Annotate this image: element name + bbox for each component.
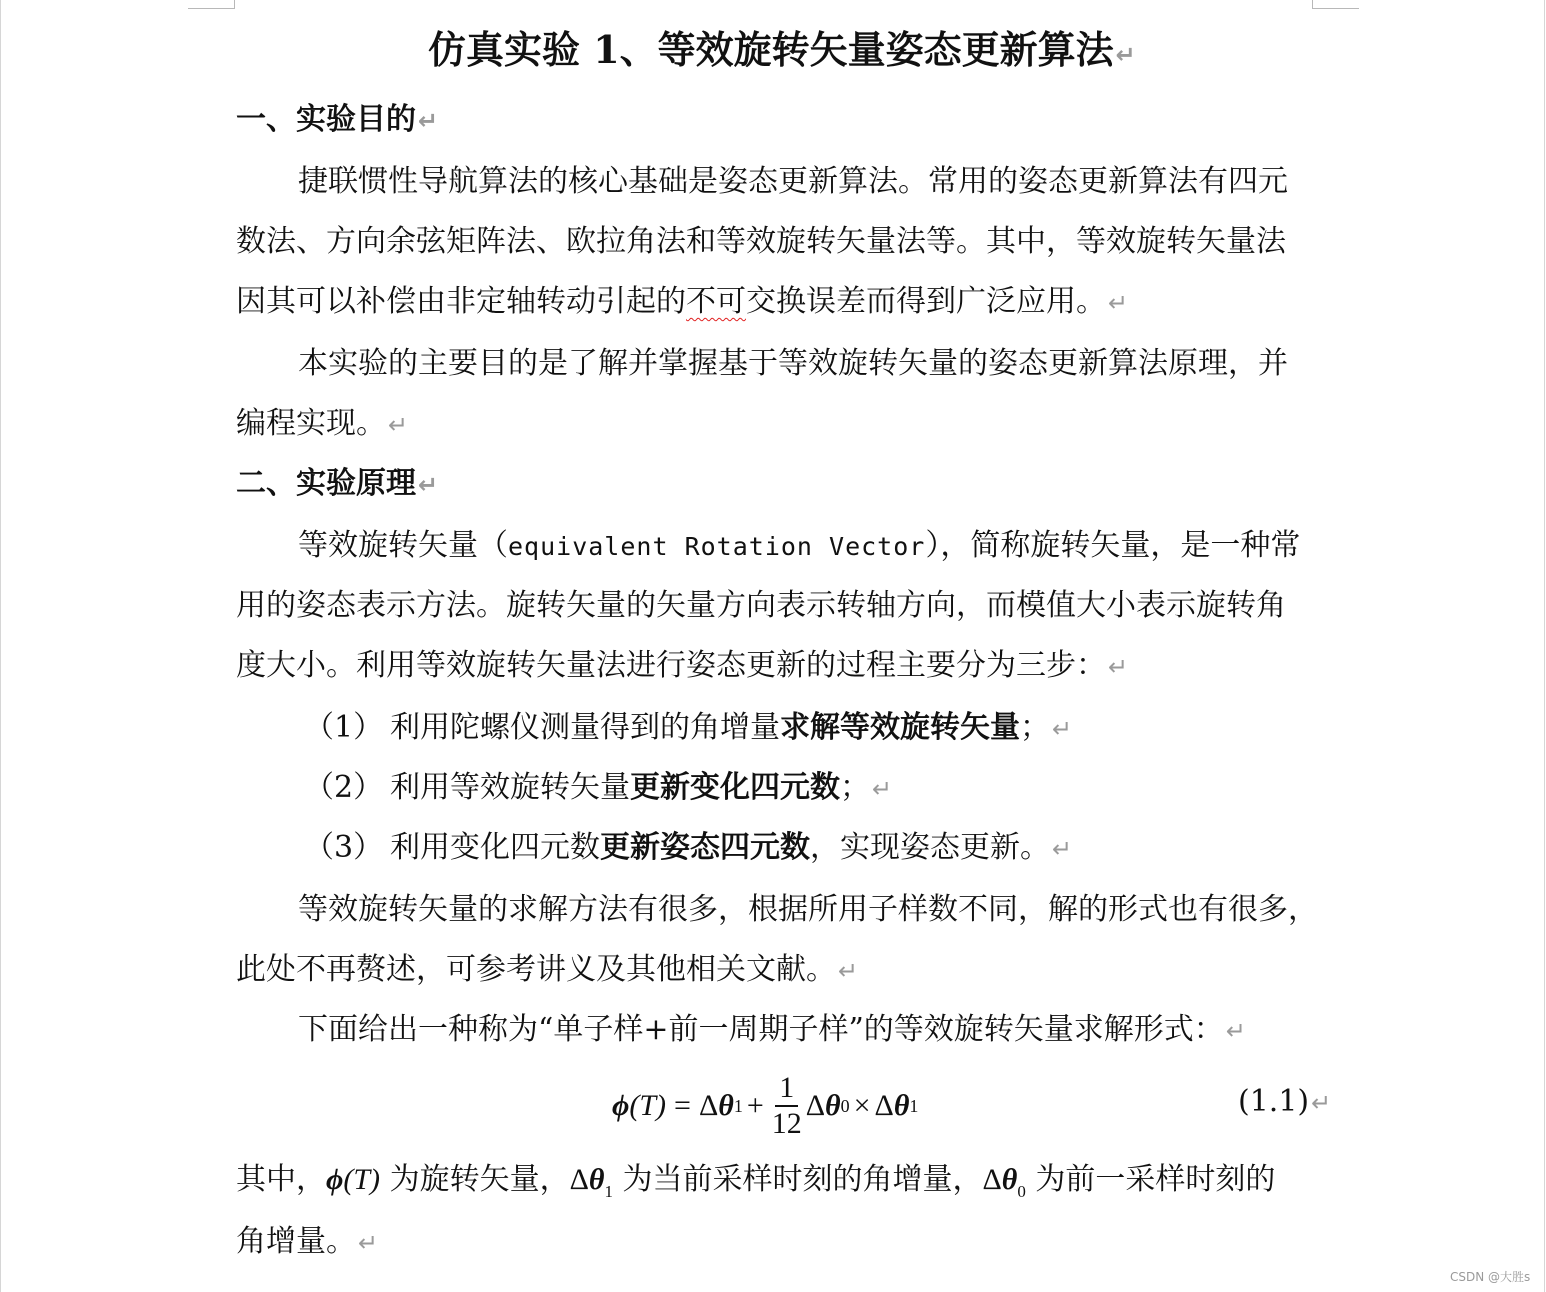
purpose-para2-line2: 编程实现。↵ [236,406,409,441]
paragraph-mark: ↵ [358,1229,379,1257]
margin-corner-mark-right [1312,0,1359,9]
spellcheck-underlined-text: 不可 [686,284,746,319]
paragraph-mark: ↵ [1108,653,1129,681]
paragraph-mark: ↵ [1108,289,1129,317]
paragraph-mark: ↵ [872,775,893,803]
purpose-para1-line3: 因其可以补偿由非定轴转动引起的不可交换误差而得到广泛应用。↵ [236,284,1129,319]
principle-para4-line2: 角增量。↵ [236,1224,379,1259]
principle-para3: 下面给出一种称为“单子样+前一周期子样”的等效旋转矢量求解形式：↵ [298,1012,1246,1047]
principle-para1-line1: 等效旋转矢量（equivalent Rotation Vector），简称旋转矢量，是一种常 [298,528,1301,563]
page-right-edge [1544,0,1545,1292]
inline-math-delta-theta-0: $\Delta\theta_0$ [982,1163,1026,1201]
inline-math-delta-theta-1: $\Delta\theta_1$ [569,1163,613,1201]
paragraph-mark: ↵ [1052,715,1073,743]
principle-para2-line1: 等效旋转矢量的求解方法有很多，根据所用子样数不同，解的形式也有很多， [298,892,1318,927]
paragraph-mark: ↵ [418,471,439,499]
step-number: （3） [304,830,384,865]
purpose-para2-line1: 本实验的主要目的是了解并掌握基于等效旋转矢量的姿态更新算法原理，并 [298,346,1288,381]
step-item-2: （2） 利用等效旋转矢量更新变化四元数；↵ [304,768,892,809]
watermark: CSDN @大胜s [1450,1270,1531,1284]
section-heading-purpose: 一、实验目的↵ [236,102,439,137]
paragraph-mark: ↵ [388,411,409,439]
step-item-3: （3） 利用变化四元数更新姿态四元数，实现姿态更新。↵ [304,828,1072,869]
paragraph-mark: ↵ [838,957,859,985]
section-heading-principle: 二、实验原理↵ [236,466,439,501]
principle-para4-line1: 其中，ϕ(T) 为旋转矢量，$\Delta\theta_1$ 为当前采样时刻的角增量，$\Delta\theta_0$ 为前一采样时刻的 [236,1162,1276,1201]
step-item-1: （1） 利用陀螺仪测量得到的角增量求解等效旋转矢量；↵ [304,708,1072,749]
english-term: equivalent Rotation Vector [508,532,926,561]
principle-para2-line2: 此处不再赘述，可参考讲义及其他相关文献。↵ [236,952,859,987]
equation-number: (1.1)↵ [1238,1084,1332,1119]
step-number: （1） [304,710,384,745]
purpose-para1-line1: 捷联惯性导航算法的核心基础是姿态更新算法。常用的姿态更新算法有四元 [298,164,1288,199]
paragraph-mark: ↵ [418,107,439,135]
margin-corner-mark-left [188,0,235,9]
page-left-edge [0,0,1,1292]
document-title: 仿真实验 1、等效旋转矢量姿态更新算法↵ [428,27,1136,72]
paragraph-mark: ↵ [1052,835,1073,863]
purpose-para1-line2: 数法、方向余弦矩阵法、欧拉角法和等效旋转矢量法等。其中，等效旋转矢量法 [236,224,1286,259]
paragraph-mark: ↵ [1115,41,1136,69]
inline-math-phi: ϕ(T) [326,1163,381,1196]
equation-1-1: ϕ (T) = Δ θ 1 + $\frac{1}{12}$ Δ θ 0 × Δ θ 1 [612,1071,919,1140]
step-number: （2） [304,770,384,805]
fraction-one-twelfth: $\frac{1}{12}$ [771,1071,802,1140]
principle-para1-line3: 度大小。利用等效旋转矢量法进行姿态更新的过程主要分为三步：↵ [236,648,1129,683]
paragraph-mark: ↵ [1225,1017,1246,1045]
principle-para1-line2: 用的姿态表示方法。旋转矢量的矢量方向表示转轴方向，而模值大小表示旋转角 [236,588,1286,623]
paragraph-mark: ↵ [1311,1089,1332,1117]
